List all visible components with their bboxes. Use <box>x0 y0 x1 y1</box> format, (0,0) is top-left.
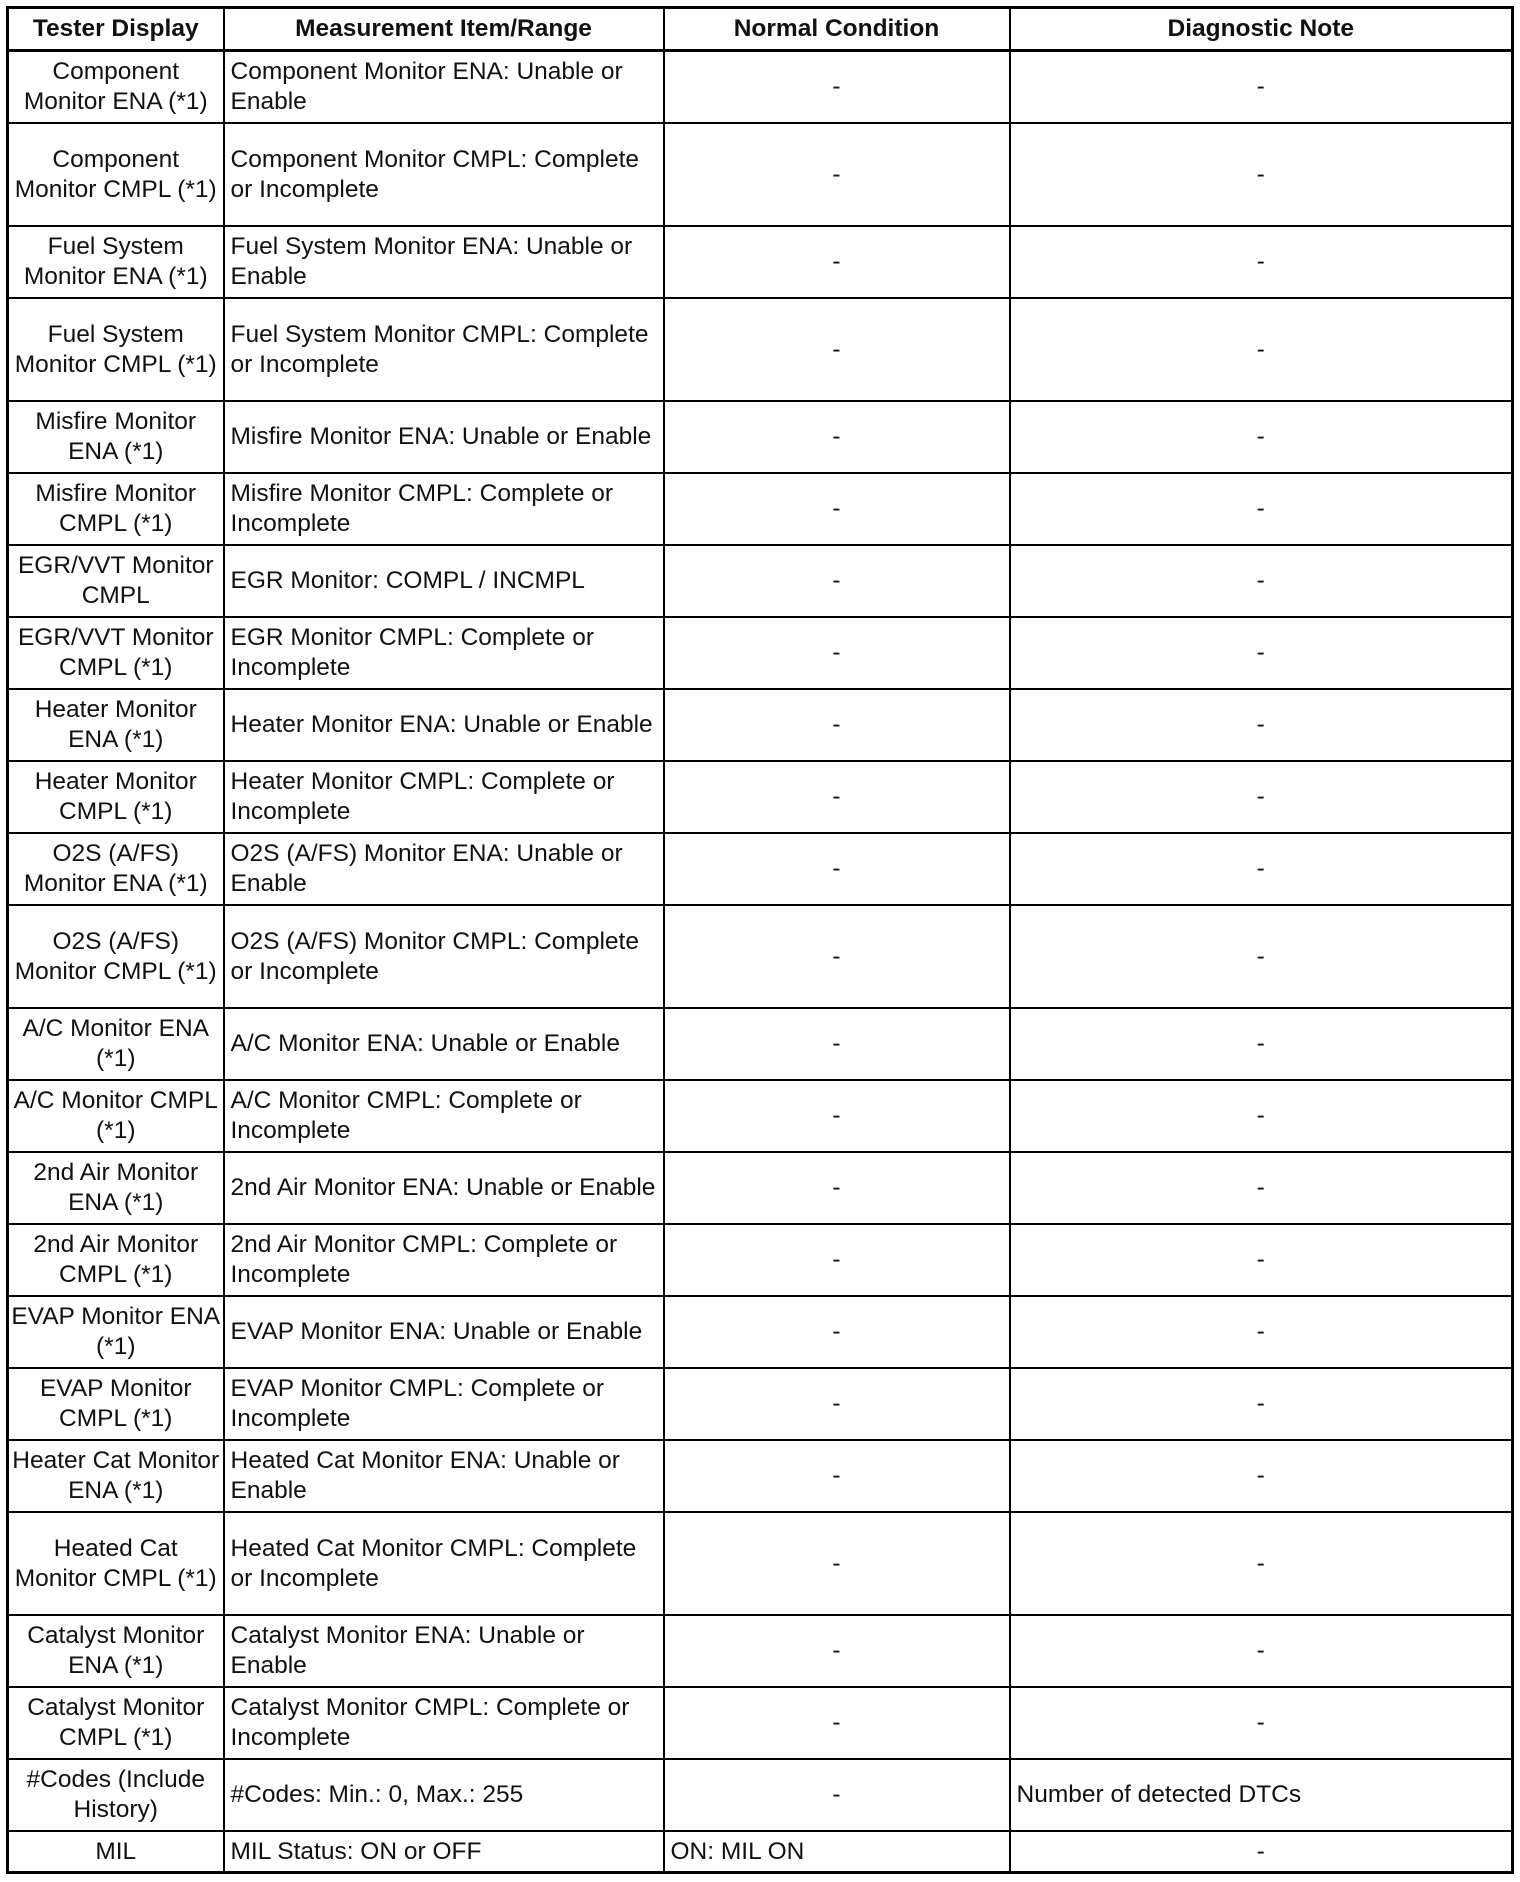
diagnostic-note-cell: - <box>1010 761 1513 833</box>
table-row <box>8 123 1513 226</box>
measurement-cell: EGR Monitor CMPL: Complete or Incomplete <box>224 617 664 689</box>
measurement-cell: Heated Cat Monitor CMPL: Complete or Incomplete <box>224 1512 664 1615</box>
diagnostic-note-cell: - <box>1010 905 1513 1008</box>
measurement-cell: A/C Monitor ENA: Unable or Enable <box>224 1008 664 1080</box>
table-row <box>8 761 1513 833</box>
normal-condition-cell: - <box>664 473 1010 545</box>
diagnostic-note-cell: - <box>1010 1296 1513 1368</box>
diagnostic-note-cell: - <box>1010 298 1513 401</box>
header-normal-condition: Normal Condition <box>664 8 1010 51</box>
table-row <box>8 51 1513 124</box>
tester-display-cell: Fuel System Monitor ENA (*1) <box>8 226 224 298</box>
tester-display-cell: Fuel System Monitor CMPL (*1) <box>8 298 224 401</box>
normal-condition-cell: - <box>664 617 1010 689</box>
diagnostic-note-cell: - <box>1010 1831 1513 1873</box>
table-row <box>8 226 1513 298</box>
tester-display-cell: Catalyst Monitor CMPL (*1) <box>8 1687 224 1759</box>
measurement-cell: O2S (A/FS) Monitor ENA: Unable or Enable <box>224 833 664 905</box>
normal-condition-cell: - <box>664 123 1010 226</box>
measurement-cell: #Codes: Min.: 0, Max.: 255 <box>224 1759 664 1831</box>
table-row <box>8 1512 1513 1615</box>
normal-condition-cell: - <box>664 1368 1010 1440</box>
measurement-cell: 2nd Air Monitor ENA: Unable or Enable <box>224 1152 664 1224</box>
normal-condition-cell: - <box>664 1080 1010 1152</box>
diagnostic-note-cell: - <box>1010 617 1513 689</box>
header-diagnostic-note: Diagnostic Note <box>1010 8 1513 51</box>
tester-display-cell: EVAP Monitor ENA (*1) <box>8 1296 224 1368</box>
table-row <box>8 1008 1513 1080</box>
table-row <box>8 1080 1513 1152</box>
normal-condition-cell: ON: MIL ON <box>664 1831 1010 1873</box>
measurement-cell: Fuel System Monitor ENA: Unable or Enable <box>224 226 664 298</box>
normal-condition-cell: - <box>664 905 1010 1008</box>
measurement-cell: Component Monitor CMPL: Complete or Incomplete <box>224 123 664 226</box>
diagnostic-note-cell: - <box>1010 689 1513 761</box>
measurement-cell: Misfire Monitor CMPL: Complete or Incomplete <box>224 473 664 545</box>
measurement-cell: Heater Monitor ENA: Unable or Enable <box>224 689 664 761</box>
diagnostic-note-cell: - <box>1010 1368 1513 1440</box>
normal-condition-cell: - <box>664 1512 1010 1615</box>
table-row <box>8 473 1513 545</box>
tester-display-cell: Catalyst Monitor ENA (*1) <box>8 1615 224 1687</box>
diagnostic-note-cell: - <box>1010 401 1513 473</box>
measurement-cell: MIL Status: ON or OFF <box>224 1831 664 1873</box>
normal-condition-cell: - <box>664 51 1010 124</box>
measurement-cell: Heated Cat Monitor ENA: Unable or Enable <box>224 1440 664 1512</box>
measurement-cell: EVAP Monitor CMPL: Complete or Incomplete <box>224 1368 664 1440</box>
tester-display-cell: 2nd Air Monitor ENA (*1) <box>8 1152 224 1224</box>
measurement-cell: Fuel System Monitor CMPL: Complete or Incomplete <box>224 298 664 401</box>
table-row <box>8 401 1513 473</box>
tester-display-cell: EGR/VVT Monitor CMPL (*1) <box>8 617 224 689</box>
tester-display-cell: EVAP Monitor CMPL (*1) <box>8 1368 224 1440</box>
normal-condition-cell: - <box>664 298 1010 401</box>
table-row <box>8 1296 1513 1368</box>
normal-condition-cell: - <box>664 226 1010 298</box>
tester-display-cell: Heater Monitor ENA (*1) <box>8 689 224 761</box>
normal-condition-cell: - <box>664 1296 1010 1368</box>
tester-display-cell: #Codes (Include History) <box>8 1759 224 1831</box>
table-row <box>8 1368 1513 1440</box>
tester-display-cell: EGR/VVT Monitor CMPL <box>8 545 224 617</box>
tester-display-cell: O2S (A/FS) Monitor ENA (*1) <box>8 833 224 905</box>
normal-condition-cell: - <box>664 833 1010 905</box>
tester-display-cell: MIL <box>8 1831 224 1873</box>
tester-display-cell: Heated Cat Monitor CMPL (*1) <box>8 1512 224 1615</box>
measurement-cell: Misfire Monitor ENA: Unable or Enable <box>224 401 664 473</box>
table-row <box>8 1152 1513 1224</box>
normal-condition-cell: - <box>664 1687 1010 1759</box>
normal-condition-cell: - <box>664 1440 1010 1512</box>
diagnostic-note-cell: Number of detected DTCs <box>1010 1759 1513 1831</box>
header-row <box>8 8 1513 51</box>
tester-data-table <box>6 6 1514 1874</box>
tester-display-cell: Component Monitor ENA (*1) <box>8 51 224 124</box>
diagnostic-note-cell: - <box>1010 1008 1513 1080</box>
table-row <box>8 1687 1513 1759</box>
tester-display-cell: Heater Cat Monitor ENA (*1) <box>8 1440 224 1512</box>
normal-condition-cell: - <box>664 1008 1010 1080</box>
measurement-cell: Heater Monitor CMPL: Complete or Incomplete <box>224 761 664 833</box>
diagnostic-note-cell: - <box>1010 545 1513 617</box>
header-measurement-item: Measurement Item/Range <box>224 8 664 51</box>
diagnostic-note-cell: - <box>1010 123 1513 226</box>
diagnostic-note-cell: - <box>1010 1512 1513 1615</box>
normal-condition-cell: - <box>664 761 1010 833</box>
measurement-cell: Catalyst Monitor ENA: Unable or Enable <box>224 1615 664 1687</box>
tester-display-cell: A/C Monitor CMPL (*1) <box>8 1080 224 1152</box>
normal-condition-cell: - <box>664 1615 1010 1687</box>
table-row <box>8 1224 1513 1296</box>
tester-display-cell: Component Monitor CMPL (*1) <box>8 123 224 226</box>
diagnostic-note-cell: - <box>1010 833 1513 905</box>
table-row <box>8 833 1513 905</box>
table-row <box>8 617 1513 689</box>
table-row <box>8 689 1513 761</box>
tester-display-cell: A/C Monitor ENA (*1) <box>8 1008 224 1080</box>
measurement-cell: EVAP Monitor ENA: Unable or Enable <box>224 1296 664 1368</box>
normal-condition-cell: - <box>664 689 1010 761</box>
table-row <box>8 1831 1513 1873</box>
normal-condition-cell: - <box>664 401 1010 473</box>
diagnostic-note-cell: - <box>1010 1687 1513 1759</box>
table-row <box>8 905 1513 1008</box>
table-row <box>8 545 1513 617</box>
measurement-cell: Component Monitor ENA: Unable or Enable <box>224 51 664 124</box>
table-row <box>8 1759 1513 1831</box>
normal-condition-cell: - <box>664 545 1010 617</box>
diagnostic-note-cell: - <box>1010 1224 1513 1296</box>
tester-display-cell: 2nd Air Monitor CMPL (*1) <box>8 1224 224 1296</box>
measurement-cell: A/C Monitor CMPL: Complete or Incomplete <box>224 1080 664 1152</box>
tester-display-cell: Heater Monitor CMPL (*1) <box>8 761 224 833</box>
tester-display-cell: Misfire Monitor ENA (*1) <box>8 401 224 473</box>
diagnostic-note-cell: - <box>1010 473 1513 545</box>
measurement-cell: Catalyst Monitor CMPL: Complete or Incomplete <box>224 1687 664 1759</box>
table-row <box>8 1615 1513 1687</box>
diagnostic-note-cell: - <box>1010 1152 1513 1224</box>
measurement-cell: 2nd Air Monitor CMPL: Complete or Incomplete <box>224 1224 664 1296</box>
diagnostic-note-cell: - <box>1010 1080 1513 1152</box>
normal-condition-cell: - <box>664 1759 1010 1831</box>
table-row <box>8 1440 1513 1512</box>
measurement-cell: EGR Monitor: COMPL / INCMPL <box>224 545 664 617</box>
diagnostic-note-cell: - <box>1010 1440 1513 1512</box>
normal-condition-cell: - <box>664 1152 1010 1224</box>
header-tester-display: Tester Display <box>8 8 224 51</box>
diagnostic-note-cell: - <box>1010 1615 1513 1687</box>
measurement-cell: O2S (A/FS) Monitor CMPL: Complete or Incomplete <box>224 905 664 1008</box>
normal-condition-cell: - <box>664 1224 1010 1296</box>
table-row <box>8 298 1513 401</box>
diagnostic-note-cell: - <box>1010 226 1513 298</box>
tester-display-cell: Misfire Monitor CMPL (*1) <box>8 473 224 545</box>
diagnostic-note-cell: - <box>1010 51 1513 124</box>
tester-display-cell: O2S (A/FS) Monitor CMPL (*1) <box>8 905 224 1008</box>
